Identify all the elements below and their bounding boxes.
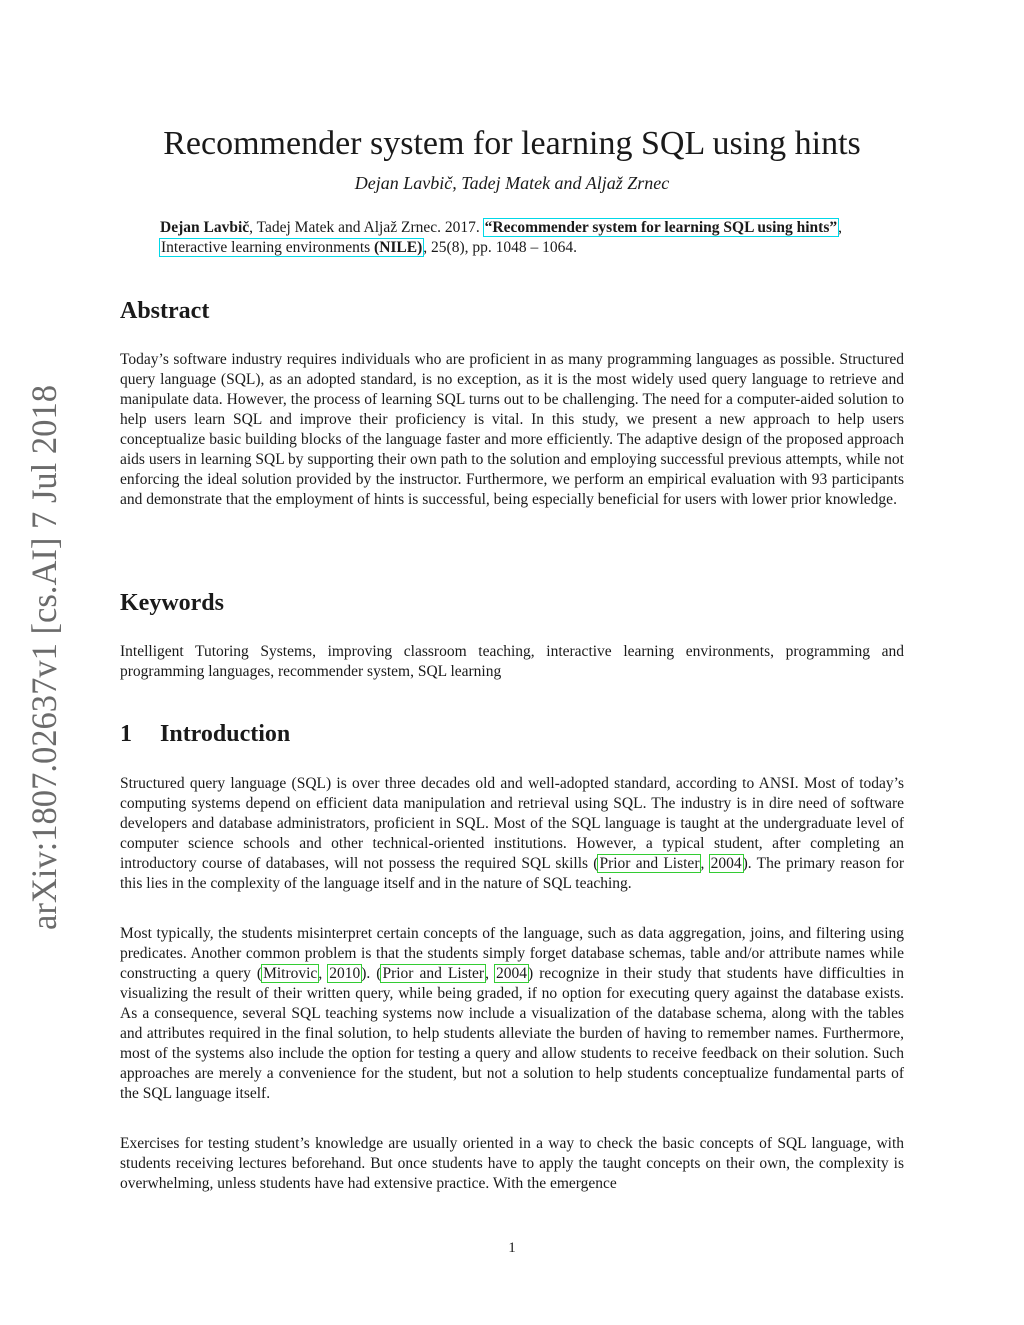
keywords-heading: Keywords bbox=[120, 590, 224, 616]
paper-title: Recommender system for learning SQL using hints bbox=[163, 125, 861, 162]
arxiv-identifier-stamp bbox=[14, 385, 74, 930]
intro-paragraph-2 bbox=[120, 924, 904, 1104]
citation-title-link[interactable]: “Recommender system for learning SQL using hints” bbox=[484, 219, 838, 236]
citation-journal-name: Interactive learning environments bbox=[161, 239, 375, 256]
citation-link-2010[interactable]: 2010 bbox=[329, 965, 361, 982]
citation-comma: , bbox=[838, 219, 842, 236]
intro-p1-cite-sep: , bbox=[700, 855, 710, 872]
keywords-text: Intelligent Tutoring Systems, improving classroom teaching, interactive learning environments, programming and programming languages, recommender system, SQL learning bbox=[120, 643, 904, 680]
abstract-text: Today’s software industry requires individuals who are proficient in as many programming languages as possible. Structured query language (SQL), as an adopted standard, is no exception, as it is the most widely used query language to retrieve and manipulate data. However, the process of learning SQL turns out to be challenging. The need for a computer-aided solution to help users learn SQL and improve their proficiency is vital. In this study, we present a new approach to help users conceptualize basic building blocks of the language faster and more efficiently. The adaptive design of the proposed approach aids users in learning SQL by supporting their own path to the solution and employing successful previous attempts, while not enforcing the ideal solution provided by the instructor. Furthermore, we perform an empirical evaluation with 93 participants and demonstrate that the employment of hints is successful, being especially beneficial for users with lower prior knowledge. bbox=[120, 351, 904, 508]
citation-first-author: Dejan Lavbič bbox=[160, 219, 250, 236]
citation-other-authors: , Tadej Matek and Aljaž Zrnec. 2017. bbox=[249, 219, 484, 236]
intro-p2-cite1-sep: , bbox=[318, 965, 329, 982]
intro-p2-cite2-sep: , bbox=[485, 965, 495, 982]
citation-link-2004-2[interactable]: 2004 bbox=[496, 965, 527, 982]
introduction-heading bbox=[120, 720, 290, 748]
section-title: Introduction bbox=[160, 721, 291, 747]
intro-paragraph-1 bbox=[120, 774, 904, 894]
citation-journal-link[interactable] bbox=[160, 239, 423, 256]
citation-link-2004[interactable]: 2004 bbox=[710, 855, 742, 872]
intro-p2-text-c: ) recognize in their study that students have difficulties in visualizing the result of their written query, while being graded, if no option for executing query against the database exists. As a consequence, several SQL teaching systems now include a visualization of the database schema, along with the tables and attributes required in the final solution, to help students alleviate the burden of having to remember names. Furthermore, most of the systems also include the option for testing a query and allow students to receive feedback on their solution. Such approaches are merely a convenience for the student, but not a solution to help students conceptualize fundamental parts of the SQL language itself. bbox=[120, 965, 904, 1102]
citation-link-mitrovic[interactable]: Mitrovic bbox=[263, 965, 318, 982]
abstract-heading: Abstract bbox=[120, 298, 210, 324]
citation-block bbox=[160, 218, 904, 258]
page-number: 1 bbox=[508, 1240, 516, 1256]
citation-link-prior-lister[interactable]: Prior and Lister bbox=[599, 855, 700, 872]
intro-p1-text-a: Structured query language (SQL) is over three decades old and well-adopted standard, according to ANSI. Most of today’s computing systems depend on efficient data manipulation and retrieval using SQL. The industry is in dire need of software developers and database administrators, proficient in SQL. Most of the SQL language is taught at the undergraduate level of computer science schools and other technical-oriented institutions. However, a typical student, after completing an introductory course of databases, will not possess the required SQL skills ( bbox=[120, 775, 904, 872]
intro-p1-text-b: ). The primary reason for this lies in the complexity of the language itself and in the nature of SQL teaching. bbox=[120, 855, 905, 892]
citation-link-prior-lister-2[interactable]: Prior and Lister bbox=[382, 965, 485, 982]
intro-paragraph-3: Exercises for testing student’s knowledge are usually oriented in a way to check the basic concepts of SQL language, with students receiving lectures beforehand. But once students have to apply the taught concepts on their own, the complexity is overwhelming, unless students have had extensive practice. With the emergence bbox=[120, 1135, 904, 1192]
intro-p2-text-a: Most typically, the students misinterpret certain concepts of the language, such as data aggregation, joins, and filtering using predicates. Another common problem is that the students simply forget database schemas, table and/or attribute names while constructing a query ( bbox=[120, 925, 904, 982]
citation-volume-pages: , 25(8), pp. 1048 – 1064. bbox=[423, 239, 577, 256]
section-number: 1 bbox=[120, 721, 132, 747]
arxiv-stamp-text[interactable]: arXiv:1807.02637v1 [cs.AI] 7 Jul 2018 bbox=[24, 385, 64, 930]
paper-authors: Dejan Lavbič, Tadej Matek and Aljaž Zrnec bbox=[354, 173, 670, 193]
intro-p2-text-b: ). ( bbox=[361, 965, 382, 982]
citation-journal-abbr: (NILE) bbox=[374, 239, 423, 256]
